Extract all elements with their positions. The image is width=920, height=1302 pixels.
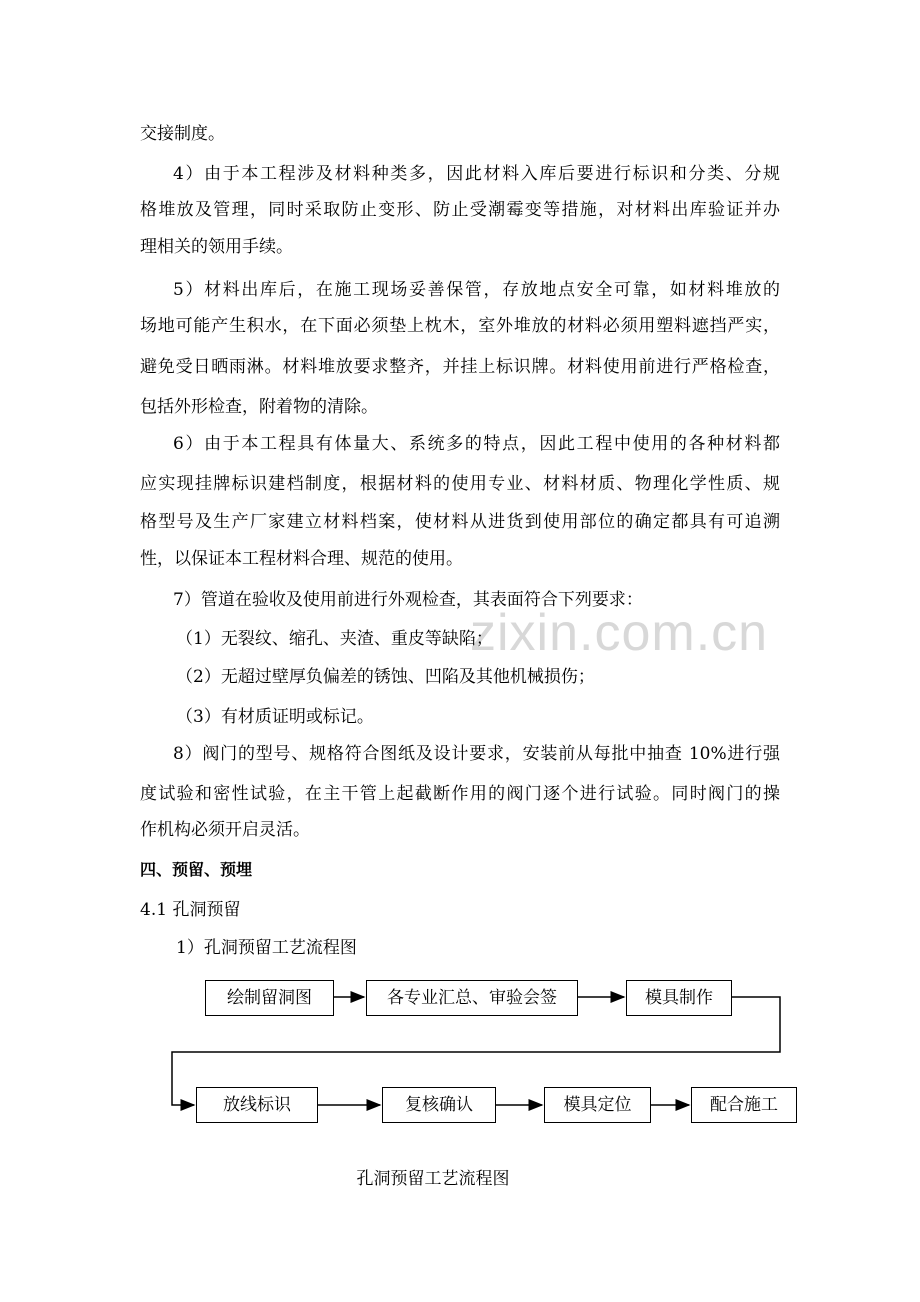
flow-step-1: 绘制留洞图: [205, 980, 334, 1016]
paragraph-line: 应实现挂牌标识建档制度，根据材料的使用专业、材料材质、物理化学性质、规: [140, 474, 780, 494]
paragraph-line: 格堆放及管理，同时采取防止变形、防止受潮霉变等措施，对材料出库验证并办: [140, 200, 780, 220]
paragraph-line: 避免受日晒雨淋。材料堆放要求整齐，并挂上标识牌。材料使用前进行严格检查，: [140, 357, 780, 377]
flow-step-2: 各专业汇总、审验会签: [366, 980, 578, 1016]
paragraph-line: 6）由于本工程具有体量大、系统多的特点，因此工程中使用的各种材料都: [173, 434, 780, 454]
list-item: （2）无超过壁厚负偏差的锈蚀、凹陷及其他机械损伤；: [176, 667, 595, 687]
flow-step-7: 配合施工: [691, 1087, 797, 1123]
paragraph-line: 包括外形检查，附着物的清除。: [140, 397, 378, 417]
watermark: zixin.com.cn: [470, 604, 769, 662]
list-item: （1）无裂纹、缩孔、夹渣、重皮等缺陷；: [176, 629, 493, 649]
flowchart-intro: 1）孔洞预留工艺流程图: [176, 938, 357, 958]
figure-caption: 孔洞预留工艺流程图: [356, 1169, 510, 1189]
subsection-heading: 4.1 孔洞预留: [140, 900, 241, 920]
flow-step-5: 复核确认: [382, 1087, 496, 1123]
paragraph-line: 8）阀门的型号、规格符合图纸及设计要求，安装前从每批中抽查 10%进行强: [173, 744, 780, 764]
section-heading: 四、预留、预埋: [140, 860, 253, 879]
paragraph-line: 场地可能产生积水，在下面必须垫上枕木，室外堆放的材料必须用塑料遮挡严实，: [140, 316, 780, 336]
paragraph-line: 性，以保证本工程材料合理、规范的使用。: [140, 549, 463, 569]
paragraph-line: 理相关的领用手续。: [140, 237, 293, 257]
paragraph-line: 度试验和密性试验，在主干管上起截断作用的阀门逐个进行试验。同时阀门的操: [140, 784, 780, 804]
paragraph-line: 作机构必须开启灵活。: [140, 820, 310, 840]
flow-step-6: 模具定位: [544, 1087, 651, 1123]
flow-step-3: 模具制作: [626, 980, 732, 1016]
flow-step-4: 放线标识: [196, 1087, 318, 1123]
list-item: （3）有材质证明或标记。: [176, 707, 374, 727]
paragraph-line: 5）材料出库后，在施工现场妥善保管，存放地点安全可靠，如材料堆放的: [173, 280, 780, 300]
paragraph-line: 7）管道在验收及使用前进行外观检查，其表面符合下列要求：: [173, 590, 643, 610]
paragraph-line: 交接制度。: [140, 124, 225, 144]
paragraph-line: 格型号及生产厂家建立材料档案，使材料从进货到使用部位的确定都具有可追溯: [140, 512, 780, 532]
paragraph-line: 4）由于本工程涉及材料种类多，因此材料入库后要进行标识和分类、分规: [173, 164, 780, 184]
